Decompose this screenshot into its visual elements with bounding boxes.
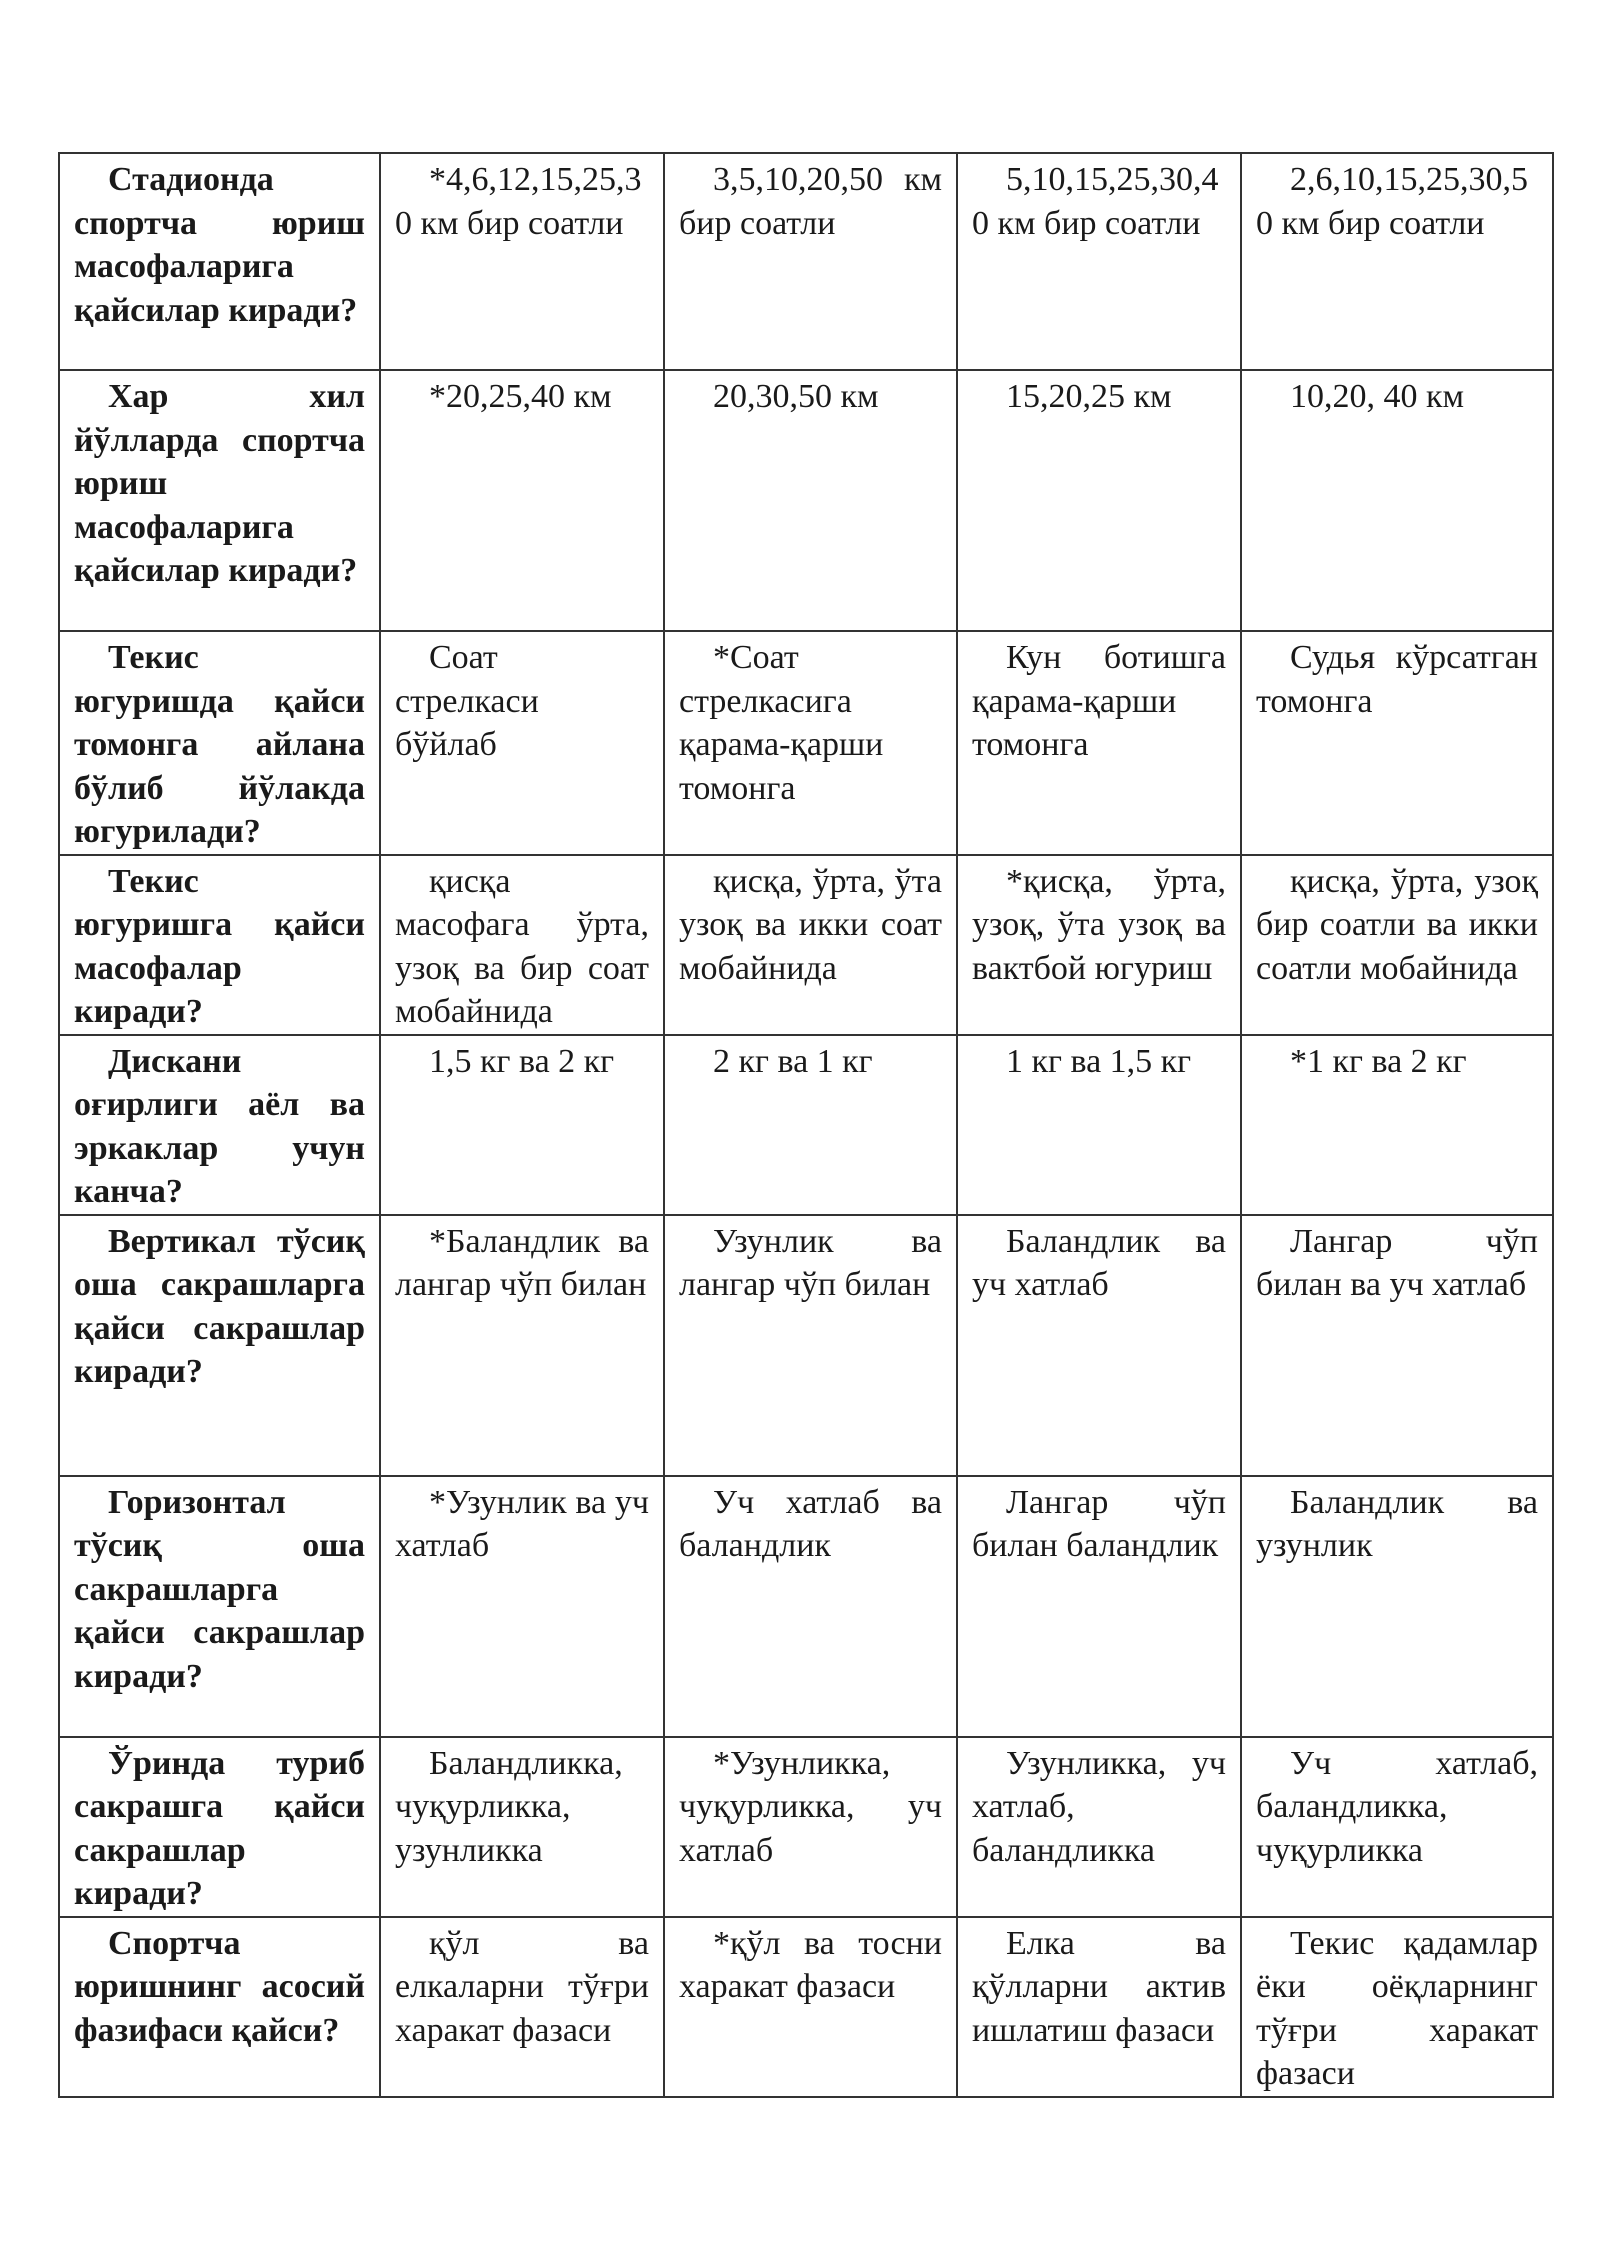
question-text: Хар хил йўлларда спортча юриш масофаларига қайсилар киради? bbox=[74, 378, 365, 589]
answer-cell-2 bbox=[664, 370, 957, 631]
answer-cell-1 bbox=[380, 370, 664, 631]
answer-text: Соат стрелкаси бўйлаб bbox=[395, 639, 539, 763]
answer-text: 2,6,10,15,25,30,50 км бир соатли bbox=[1256, 161, 1528, 242]
answer-cell-2 bbox=[664, 153, 957, 370]
answer-cell-1 bbox=[380, 631, 664, 855]
answer-text: Судья кўрсатган томонга bbox=[1256, 639, 1538, 720]
answer-text: *Узунлик ва уч хатлаб bbox=[395, 1483, 649, 1564]
answer-text: қисқа, ўрта, узоқ бир соатли ва икки соатли мобайнида bbox=[1256, 862, 1538, 987]
table-row bbox=[59, 855, 1553, 1035]
question-text: Горизонтал тўсиқ оша сакрашларга қайси сакрашлар киради? bbox=[74, 1483, 365, 1695]
answer-cell-3 bbox=[957, 1917, 1241, 2097]
answer-cell-4 bbox=[1241, 1737, 1553, 1917]
answer-text: 5,10,15,25,30,40 км бир соатли bbox=[972, 161, 1219, 242]
answer-text: 10,20, 40 км bbox=[1290, 378, 1465, 415]
question-cell bbox=[59, 631, 380, 855]
answer-cell-3 bbox=[957, 1215, 1241, 1476]
answer-cell-4 bbox=[1241, 1917, 1553, 2097]
table-row bbox=[59, 153, 1553, 370]
answer-cell-2 bbox=[664, 1917, 957, 2097]
answer-text: Лангар чўп билан ва уч хатлаб bbox=[1256, 1222, 1538, 1303]
answer-cell-3 bbox=[957, 1476, 1241, 1737]
answer-text: қўл ва елкаларни тўғри харакат фазаси bbox=[395, 1924, 649, 2049]
answer-cell-4 bbox=[1241, 1035, 1553, 1215]
answer-text: *Соат стрелкасига қарама-қарши томонга bbox=[679, 639, 884, 807]
question-text: Текис югуришда қайси томонга айлана бўлиб йўлакда югурилади? bbox=[74, 639, 365, 850]
answer-text: *Баландлик ва лангар чўп билан bbox=[395, 1222, 649, 1303]
answer-cell-3 bbox=[957, 631, 1241, 855]
answer-cell-1 bbox=[380, 1476, 664, 1737]
question-cell bbox=[59, 1035, 380, 1215]
question-cell bbox=[59, 1917, 380, 2097]
answer-text: Елка ва қўлларни актив ишлатиш фазаси bbox=[972, 1924, 1226, 2049]
answer-cell-1 bbox=[380, 1917, 664, 2097]
answer-text: *Узунликка, чуқурликка, уч хатлаб bbox=[679, 1744, 942, 1869]
answer-text: Узунлик ва лангар чўп билан bbox=[679, 1222, 942, 1303]
answer-text: Уч хатлаб, баландликка, чуқурликка bbox=[1256, 1744, 1538, 1869]
quiz-table-body bbox=[59, 153, 1553, 2097]
question-text: Спортча юришнинг асосий фазифаси қайси? bbox=[74, 1924, 365, 2049]
question-cell bbox=[59, 855, 380, 1035]
answer-cell-3 bbox=[957, 153, 1241, 370]
answer-text: *20,25,40 км bbox=[429, 378, 612, 415]
question-text: Вертикал тўсиқ оша сакрашларга қайси сакрашлар киради? bbox=[74, 1222, 365, 1390]
table-row bbox=[59, 370, 1553, 631]
answer-text: Узунликка, уч хатлаб, баландликка bbox=[972, 1744, 1226, 1869]
answer-text: қисқа, ўрта, ўта узоқ ва икки соат мобайнида bbox=[679, 862, 942, 987]
answer-cell-3 bbox=[957, 855, 1241, 1035]
answer-text: 1,5 кг ва 2 кг bbox=[429, 1042, 615, 1080]
answer-cell-4 bbox=[1241, 370, 1553, 631]
answer-cell-2 bbox=[664, 1215, 957, 1476]
answer-cell-4 bbox=[1241, 1476, 1553, 1737]
answer-cell-4 bbox=[1241, 153, 1553, 370]
answer-text: Лангар чўп билан баландлик bbox=[972, 1483, 1226, 1564]
answer-cell-3 bbox=[957, 1035, 1241, 1215]
question-text: Текис югуришга қайси масофалар киради? bbox=[74, 862, 365, 1030]
answer-cell-1 bbox=[380, 855, 664, 1035]
table-row bbox=[59, 1215, 1553, 1476]
table-row bbox=[59, 1737, 1553, 1917]
answer-cell-1 bbox=[380, 1035, 664, 1215]
answer-text: *қисқа, ўрта, узоқ, ўта узоқ ва вактбой югуриш bbox=[972, 862, 1226, 987]
answer-text: 2 кг ва 1 кг bbox=[713, 1042, 873, 1080]
question-cell bbox=[59, 1476, 380, 1737]
answer-text: Баландлик ва узунлик bbox=[1256, 1483, 1538, 1564]
answer-cell-2 bbox=[664, 1476, 957, 1737]
answer-text: 1 кг ва 1,5 кг bbox=[1006, 1042, 1192, 1080]
table-row bbox=[59, 1035, 1553, 1215]
table-row bbox=[59, 631, 1553, 855]
answer-text: Уч хатлаб ва баландлик bbox=[679, 1483, 942, 1564]
question-text: Дискани оғирлиги аёл ва эркаклар учун канча? bbox=[74, 1042, 365, 1210]
answer-text: *қўл ва тосни харакат фазаси bbox=[679, 1924, 942, 2005]
answer-text: Баландлик ва уч хатлаб bbox=[972, 1222, 1226, 1303]
question-cell bbox=[59, 1737, 380, 1917]
quiz-table bbox=[58, 152, 1554, 2098]
answer-cell-1 bbox=[380, 153, 664, 370]
answer-text: 3,5,10,20,50 км бир соатли bbox=[679, 161, 942, 242]
answer-text: *4,6,12,15,25,30 км бир соатли bbox=[395, 161, 642, 242]
table-row bbox=[59, 1476, 1553, 1737]
answer-text: Баландликка, чуқурликка, узунликка bbox=[395, 1744, 623, 1869]
answer-text: 15,20,25 км bbox=[1006, 378, 1172, 415]
answer-cell-4 bbox=[1241, 1215, 1553, 1476]
answer-cell-3 bbox=[957, 370, 1241, 631]
question-cell bbox=[59, 370, 380, 631]
question-text: Стадионда спортча юриш масофаларига қайсилар киради? bbox=[74, 161, 365, 329]
question-text: Ўринда туриб сакрашга қайси сакрашлар киради? bbox=[74, 1744, 365, 1912]
answer-cell-1 bbox=[380, 1737, 664, 1917]
answer-text: 20,30,50 км bbox=[713, 378, 879, 415]
answer-text: Кун ботишга қарама-қарши томонга bbox=[972, 639, 1226, 763]
answer-cell-1 bbox=[380, 1215, 664, 1476]
table-row bbox=[59, 1917, 1553, 2097]
answer-cell-2 bbox=[664, 1737, 957, 1917]
answer-cell-3 bbox=[957, 1737, 1241, 1917]
answer-text: *1 кг ва 2 кг bbox=[1290, 1042, 1467, 1080]
answer-cell-2 bbox=[664, 631, 957, 855]
answer-cell-4 bbox=[1241, 855, 1553, 1035]
answer-text: Текис қадамлар ёки оёқларнинг тўғри харакат фазаси bbox=[1256, 1924, 1538, 2092]
answer-cell-2 bbox=[664, 1035, 957, 1215]
answer-cell-4 bbox=[1241, 631, 1553, 855]
answer-cell-2 bbox=[664, 855, 957, 1035]
answer-text: қисқа масофага ўрта, узоқ ва бир соат мобайнида bbox=[395, 862, 649, 1030]
question-cell bbox=[59, 1215, 380, 1476]
question-cell bbox=[59, 153, 380, 370]
